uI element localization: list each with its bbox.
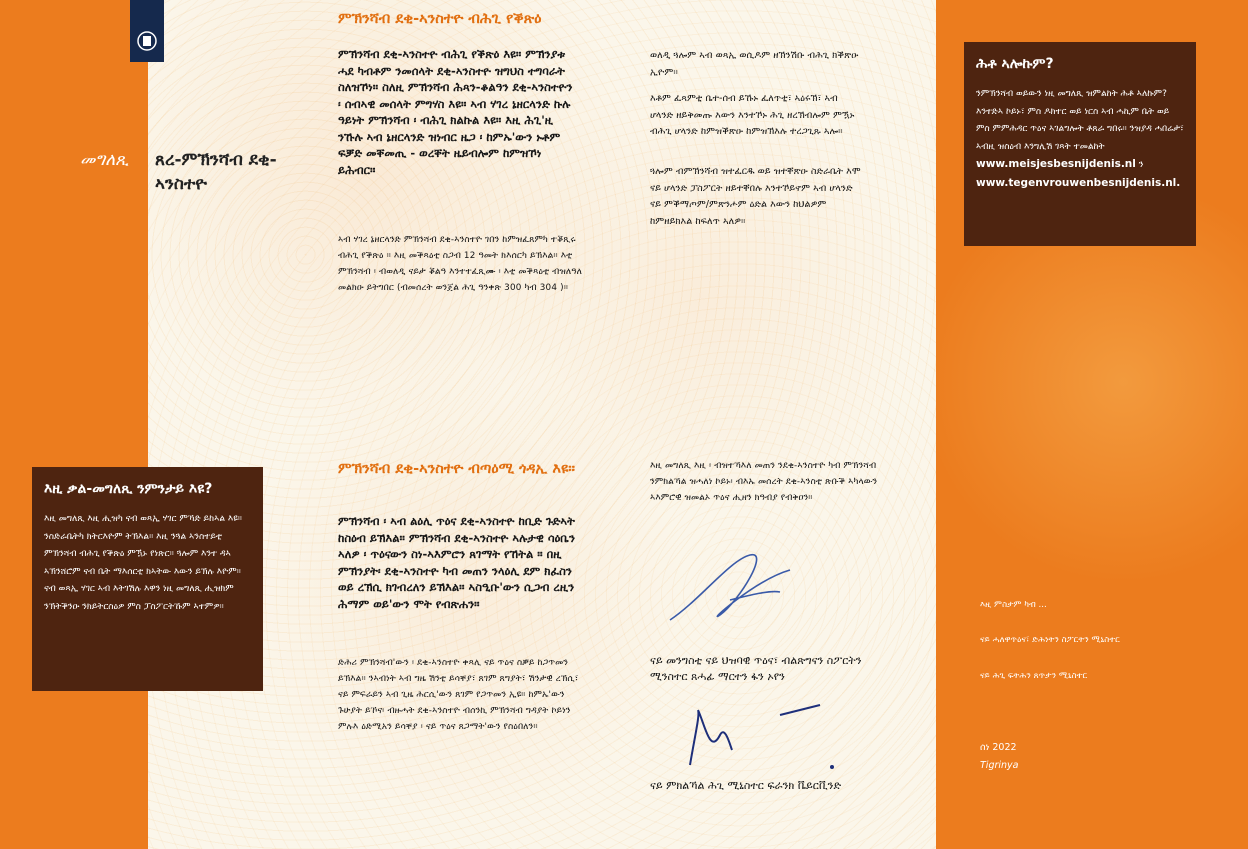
issued-by-intro: እዚ ምስታም ካብ ... <box>980 600 1047 610</box>
folio-word: መግለጺ <box>80 150 129 170</box>
section2-bold: ምኽንሻብ ፡ ኣብ ልዕሊ ጥዕና ደቂ-ኣንስተዮ ከቢድ ጉድኣት ከስዕብ ይኽእል። ምኽንሻብ ደቂ-ኣንስተዮ ኣሉታዊ ሳዕቤን ኣለዎ ፡ ጥዕናውን ስነ-ኣእምሮን ጸገማት የኸትል ። በዚ ምኽንያት፡ ደቂ-ኣንስተዮ ካብ መጠን ንላዕሊ ደም ክፈስን ወይ ረኽሲ ክገብረለን ይኽእል። ኣስዒቡ'ውን ሲጋብ ረዚን ሕማም ወይ'ውን ሞት የብጽሐን። <box>338 514 576 611</box>
issuer-1: ናይ ሓለዋጥዕና፣ ድሕነትን ስፖርትን ሚኒስተር <box>980 635 1120 645</box>
language-label: Tigrinya <box>980 760 1019 771</box>
why-text: እዚ መግለጺ እዚ ሒዝካ ናብ ወጻኢ ሃገር ምኻድ ይከኣል እዩ። ንስድራቤትካ ክትርእዮም ትኽእል። እዚ ንጓል ኣንስተይቲ ምኽንሻብ ብሕጊ የቕጽዕ ምዃኑ የነጽር። ጓሎም እንተ ዳኣ ኣኽንሸሮም ናብ ቤት ማእሰርቲ ክኣትው እውን ይኽሉ እዮም። ናብ ወጻኢ ሃገር ኣብ እትገሽሉ እዋን ነዚ መግለጺ ሒዝክም ንኽትቕንዑ ንክይትርስዕዎ ምስ ፓስፖርትኹም ኣተምዎ። <box>44 514 242 612</box>
col2-paragraph-1: ወለዲ ጓሎም ኣብ ወጻኢ ወሲዶም ዘኽንሽቡ ብሕጊ ክቕጽዑ ኢዮም። <box>650 50 859 78</box>
questions-body: ንምኽንሻብ ወይውን ነዚ መግለጺ ዝምልከት ሕቶ ኣለኩም? እንተድኣ ኮይኑ፣ ምስ ዶክተር ወይ ነርስ ኣብ ሓኪም ቤት ወይ ምስ ምምሕዳር ጥዕና ኣገልግሎት ቶጸራ ግበሩ። ንዝያዳ ሓበሬታ፣ ኣብዚ ዝስዕብ እንግሊሽ ገጻት ተመልከት <box>976 89 1184 152</box>
section2-heading: ምኽንሻብ ደቂ-ኣንስተዮ ብጣዕሚ ጎዳኢ እዩ። <box>338 461 576 477</box>
questions-text <box>976 86 1184 193</box>
questions-heading: ሕቶ ኣሎኩም? <box>976 56 1054 72</box>
section1-bold: ምኽንሻብ ደቂ-ኣንስተዮ ብሕጊ የቕጽዕ እዩ። ምኽንያቱ ሓደ ካብቶም ንመሰላት ደቂ-ኣንስተዮ ዝግህስ ተግባራት ስለዝኾነ። ስለዚ ምኽንሻብ ሕጻን-ቆልዓን ደቂ-ኣንስተዮን ፡ ሰብኣዊ መሰላት ምግሃስ እዩ። ኣብ ሃገረ ኔዘርላንድ ኩሉ ዓይነት ምኽንሻብ ፡ ብሕጊ ክልኩል እዩ። እዚ ሕጊ'ዚ ንኹሉ ኣብ ኔዘርላንድ ዝነብር ዜጋ ፡ ከምኡ'ውን ኑቶም ፍቓድ መቐመጢ - ወረቐት ዜይብሎም ከምዝኾነ ይሕብር። <box>338 47 573 177</box>
col2-paragraph-3: ጓሎም ብምኽንሻብ ዝተፈርዱ ወይ ዝተቐጽዑ ስድራቤት እሞ ናይ ሆላንድ ፓስፖርት ዘይተቐበሉ እንተኾይኖም ኣብ ሆላንድ ናይ ምቕማጦም/ምጽንሖም ዕድል እውን ከህልዎም ከምዘይክእል ከፍለጥ ኣለዎ። <box>650 166 861 227</box>
why-box <box>32 467 263 691</box>
link-meisjes[interactable]: www.meisjesbesnijdenis.nl <box>976 158 1136 170</box>
signature-1-text: ናይ መንግስቲ ናይ ህዝባዊ ጥዕና፣ ብልጽግናን ስፖርትን ሚንስተር ጸሓፊ ማርተን ፋን ኦየን <box>650 654 862 683</box>
section1-heading: ምኽንሻብ ደቂ-ኣንስተዮ ብሕጊ የቕጽዕ <box>338 11 542 27</box>
section2-col2: እዚ መግለጺ እዚ ፡ ብዝተኻእለ መጠን ንደቂ-ኣንስተዮ ካብ ምኽንሻብ ንምክልኻል ዝሓለነ ኮይኑ፡ ብእኡ መሰረት ደቂ-ኣንስቲ ጽቡቕ ኣካላውን ኣእምሮዊ ዝመልኦ ጥዕና ሒዘን ክዓብያ የብቅዐን። <box>650 461 878 503</box>
signature-2-icon <box>670 695 840 775</box>
signature-2-text: ናይ ምክልኻል ሕጊ ሚኒስተር ፍራንክ ቬይርቪንድ <box>650 779 842 792</box>
date-label: ሰነ 2022 <box>980 742 1017 753</box>
government-logo <box>130 0 164 62</box>
issuer-2: ናይ ሕጊ ፍትሕን ጸጥታን ሚኒስተር <box>980 671 1088 681</box>
link-tegenvrouwen[interactable]: www.tegenvrouwenbesnijdenis.nl. <box>976 176 1181 189</box>
questions-box <box>964 42 1196 246</box>
link-join: ን <box>1138 160 1144 170</box>
signature-1-icon <box>660 540 800 630</box>
folio-main-title: ጸረ-ምኽንሻብ ደቂ-ኣንስተዮ <box>155 150 277 194</box>
section1-small: ኣብ ሃገረ ኔዘርላንድ ምኽንሻብ ደቂ-ኣንስተዮ ገበን ከምዝፈጸምካ ተቖጺሩ ብሕጊ የቕጽዕ ። እዚ መቕጻዕቲ ስጋብ 12 ዓመት ክእሰርካ ይኽእል። እቲ ምኽንሻብ ፡ ብወለዲ ናይታ ቖልዓ እንተተፈጺሙ ፡ እቲ መቕጻዕቲ ብዝለዓለ መልክዑ ይትግበር (ብመሰረት ወንጀል ሕጊ ዓንቀጽ 300 ካብ 304 )። <box>338 235 582 293</box>
why-heading: እዚ ቃል-መግለጺ ንምንታይ እዩ? <box>44 481 213 497</box>
folio-title <box>80 148 277 194</box>
section2-small: ድሕሪ ምኽንሻብ'ውን ፡ ደቂ-ኣንስተዮ ቀጻሊ ናይ ጥዕና ስቓይ ከጋጥመን ይኽእል። ንኣብነት ኣብ ግዜ ሽንቲ ይሳቐያ፣ ጸገም ጸግያት፣ ሽንታዊ ረኽሲ፣ ናይ ምፍራይን ኣብ ጊዜ ሕርሲ'ውን ጸገም የጋጥመን ኢዩ። ከምኡ'ውን ጉሁያት ይኾና፡ ብዙሓት ደቂ-ኣንስተዮ ብሰንኪ ምኽንሻብ ግዳያት ኮይነን ምሉእ ዕድሚአን ይሳቐያ ፡ ናይ ጥዕና ጸጋማት'ውን የስዕበለን። <box>338 658 579 732</box>
col2-paragraph-2: እቶም ፈጻምቲ ቤተ-ሰብ ይኹኑ ፈለጥቲ፣ ኣዕሩኽ፣ ኣብ ሆላንድ ዘይቅመጡ እውን እንተኾኑ ሕጊ ዘረኽብሎም ምዃኑ ብሕጊ ሆላንድ ከምዝቕጽዑ ከምዝኽእሉ ተረጋጊጹ ኣሎ። <box>650 93 855 137</box>
left-orange-strip <box>0 0 148 849</box>
crest-icon <box>136 30 158 52</box>
